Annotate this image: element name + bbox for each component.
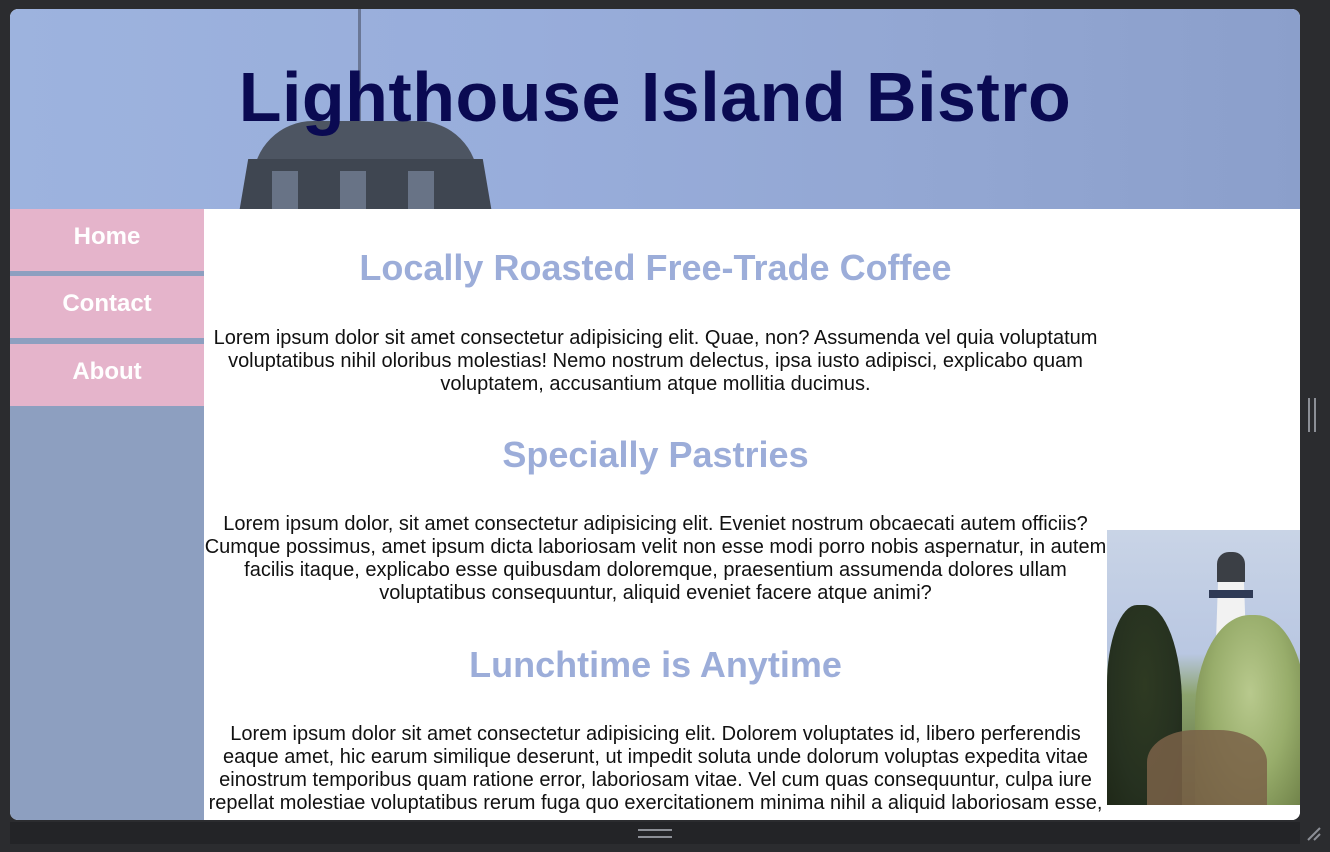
section-heading-pastries: Specially Pastries: [502, 434, 809, 475]
lighthouse-photo-icon: [1107, 530, 1300, 805]
section-text-lunch: Lorem ipsum dolor sit amet consectetur adipisicing elit. Dolorem voluptates id, libero perferendis eaque amet, hic earum similique deserunt, ut impedit soluta unde dolorum voluptas expedita vitae einostrum temporibus quam ratione error, laboriosam vitae. Vel cum quas consequuntur, culpa iure repellat molestiae voluptatibus rerum fuga quo exercitationem minima nihil a aliquid laboriosam esse,: [208, 723, 1103, 814]
lighthouse-gallery: [1209, 590, 1253, 598]
section-heading-coffee: Locally Roasted Free-Trade Coffee: [359, 247, 952, 288]
ground: [1147, 730, 1267, 805]
vertical-resize-handle-icon[interactable]: [1308, 398, 1316, 432]
site-title: Lighthouse Island Bistro: [238, 58, 1072, 136]
nav-item-about[interactable]: About: [10, 344, 204, 406]
lighthouse-window: [272, 171, 298, 209]
horizontal-resize-handle-icon[interactable]: [638, 829, 672, 838]
lighthouse-lantern: [1217, 552, 1245, 582]
section-heading-lunch: Lunchtime is Anytime: [469, 644, 842, 685]
corner-resize-grip-icon[interactable]: [1304, 824, 1322, 842]
nav-item-contact[interactable]: Contact: [10, 276, 204, 338]
section-text-pastries: Lorem ipsum dolor, sit amet consectetur adipisicing elit. Eveniet nostrum obcaecati autem officiis? Cumque possimus, amet ipsum dicta laboriosam velit non esse modi porro nobis aspernatur, in autem facilis itaque, explicabo esse quibusdam doloremque, praesentium assumenda dolores ullam voluptatibus consequuntur, aliquid eveniet facere atque animi?: [204, 513, 1107, 604]
page-viewport: [10, 9, 1300, 820]
main-content: [204, 209, 1300, 820]
nav-item-home[interactable]: Home: [10, 209, 204, 271]
lighthouse-window: [340, 171, 366, 209]
lighthouse-window: [408, 171, 434, 209]
site-header: [10, 9, 1300, 209]
section-text-coffee: Lorem ipsum dolor sit amet consectetur adipisicing elit. Quae, non? Assumenda vel quia voluptatum voluptatibus nihil oloribus molestias! Nemo nostrum delectus, ipsa iusto adipisci, explicabo quam voluptatem, accusantium atque mollitia ducimus.: [213, 327, 1098, 395]
sidebar-nav: [10, 209, 204, 820]
